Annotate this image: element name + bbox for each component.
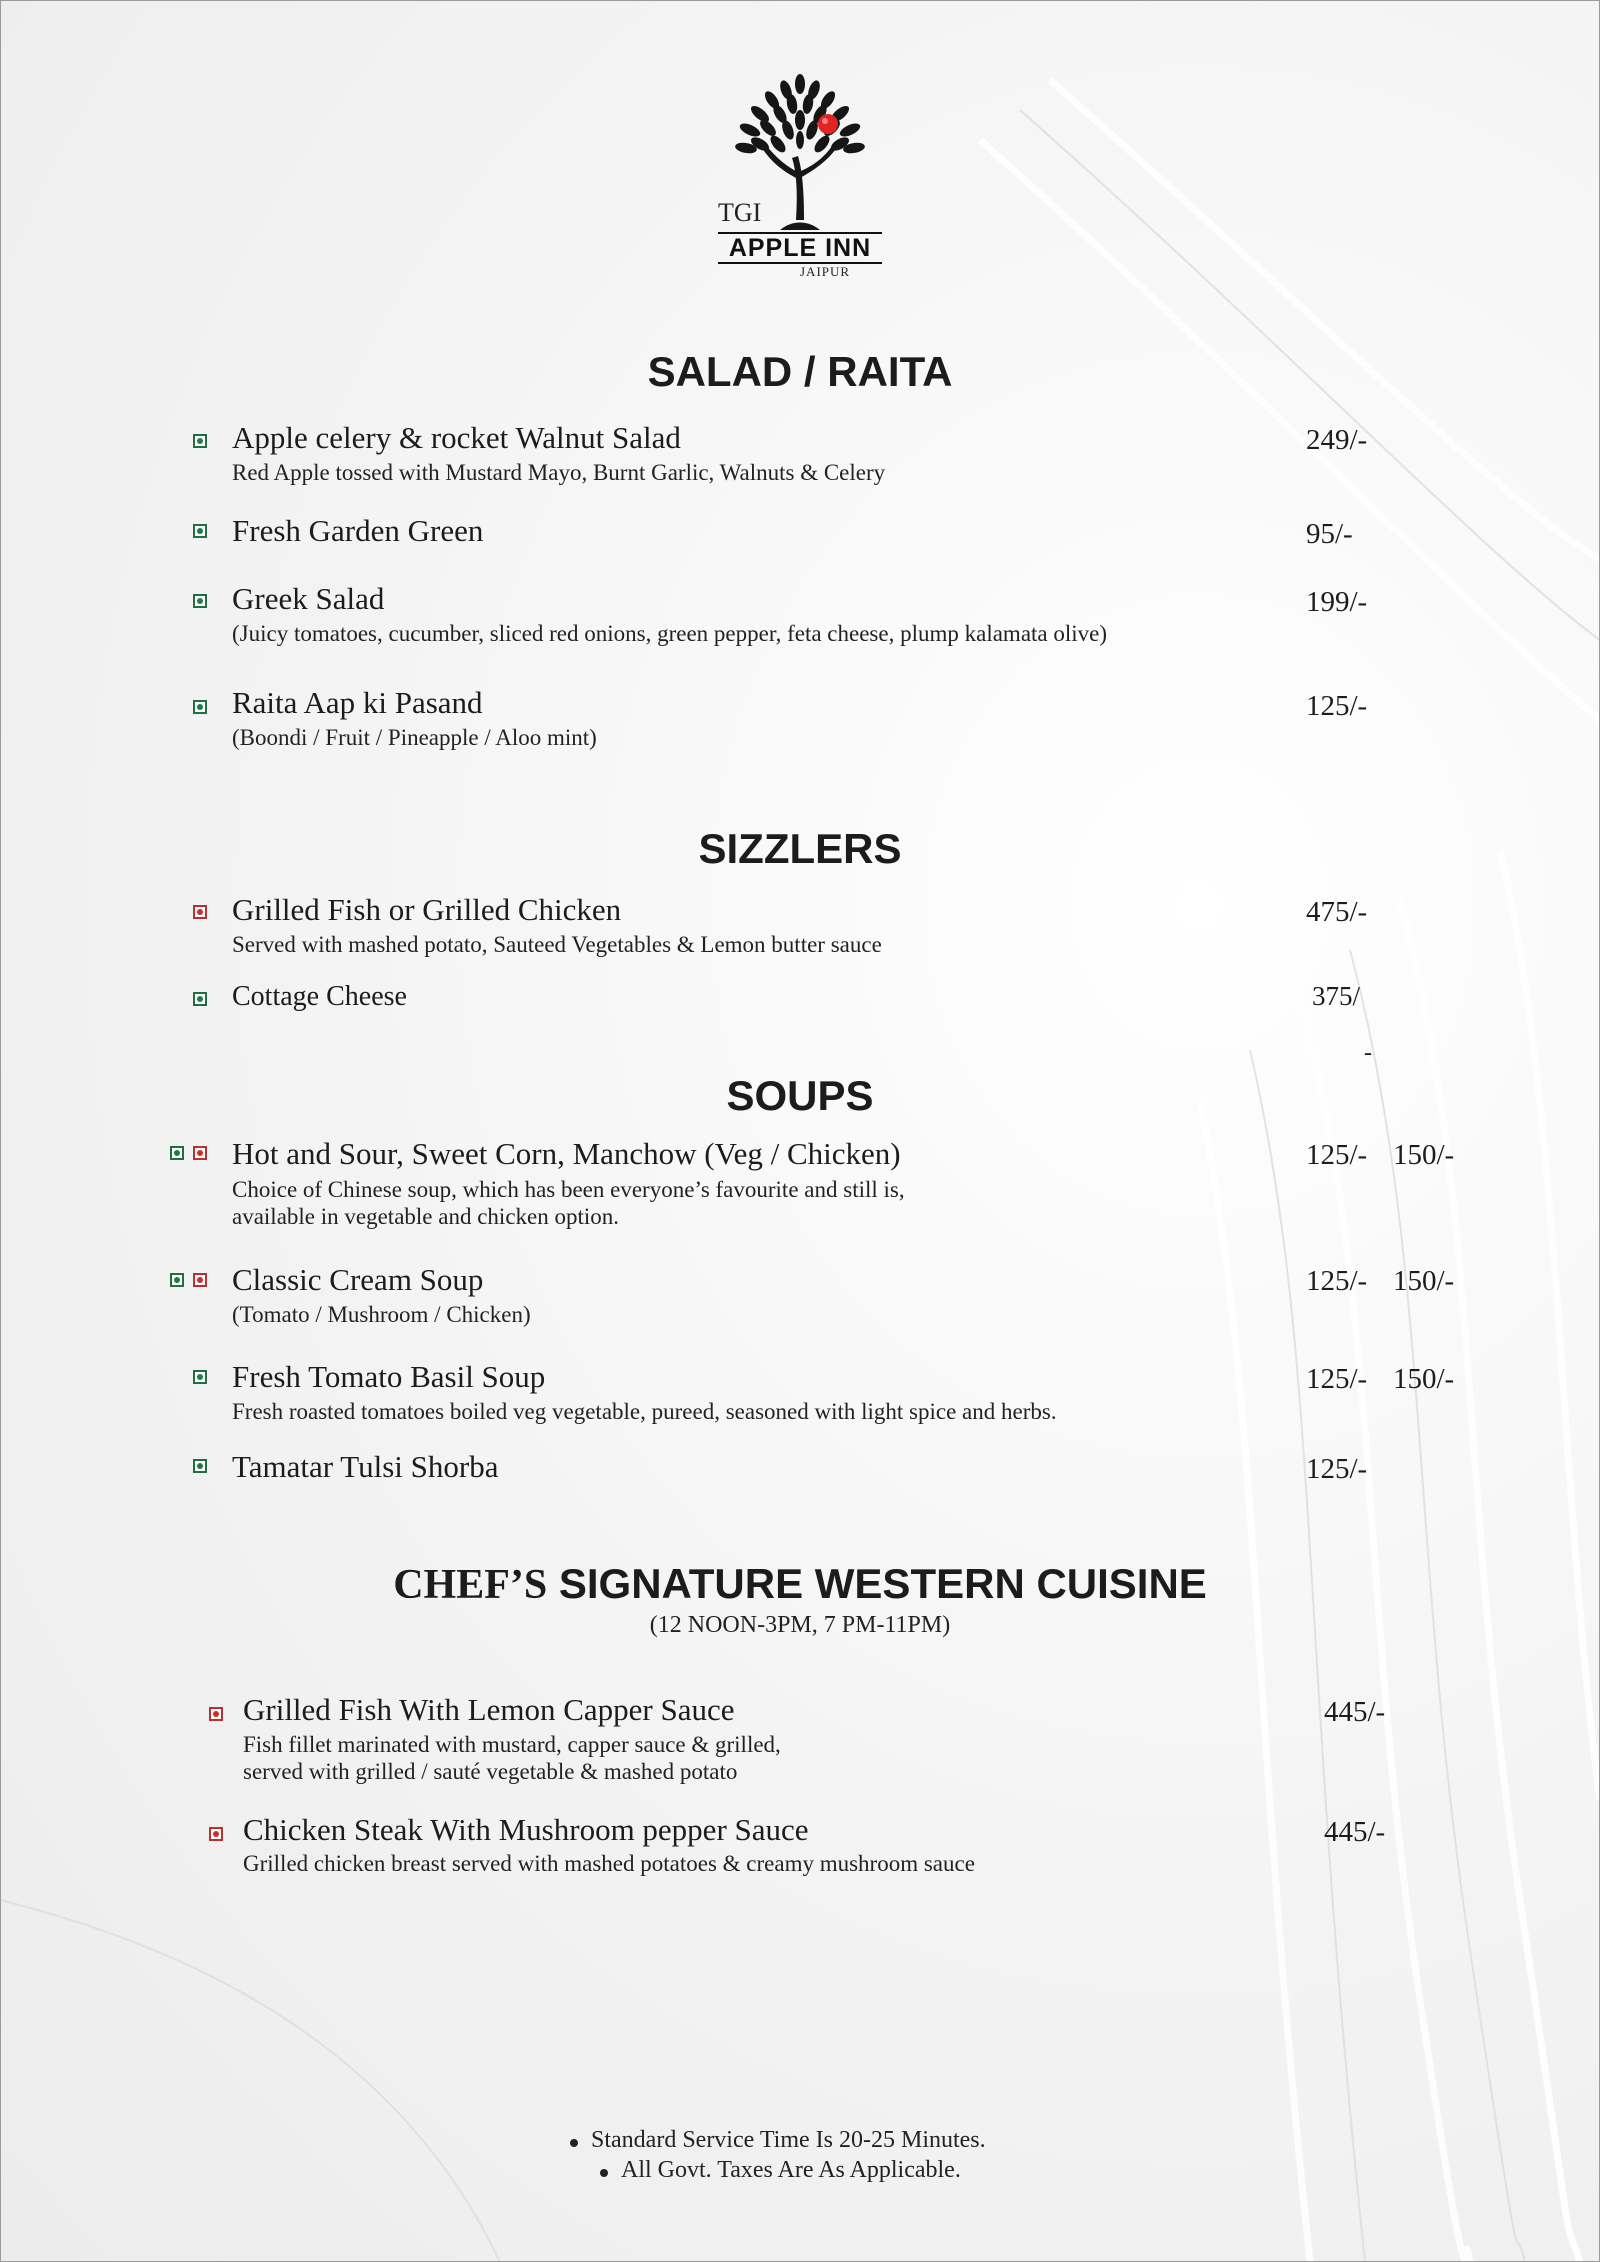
item-price: 125/- [1306,690,1368,722]
item-price: 445/- [1324,1816,1386,1848]
item-price: 125/- [1306,1453,1368,1485]
logo-tgi: TGI [718,198,762,227]
section-title-western [0,1560,1600,1609]
veg-icon [170,1146,184,1160]
note-taxes: All Govt. Taxes Are As Applicable. [621,2157,961,2183]
item-price: 249/- [1306,424,1368,456]
item-price: 475/- [1306,896,1368,928]
veg-icon [193,1370,207,1384]
item-name: Grilled Fish With Lemon Capper Sauce [243,1692,735,1727]
non-veg-icon [193,1273,207,1287]
item-desc: Grilled chicken breast served with mashed potatoes & creamy mushroom sauce [243,1851,975,1876]
logo-brand: APPLE INN [718,232,882,264]
item-price-veg: 125/- [1306,1265,1368,1297]
item-price: 375/ [1312,981,1361,1011]
bullet-icon [570,2139,578,2147]
item-price-nonveg: 150/- [1393,1139,1455,1171]
veg-icon [193,700,207,714]
veg-icon [193,1459,207,1473]
veg-icon [193,524,207,538]
item-name: Fresh Tomato Basil Soup [232,1359,546,1394]
section-title-western-rest: SIGNATURE WESTERN CUISINE [547,1560,1207,1607]
item-price-nonveg: 150/- [1393,1363,1455,1395]
item-name: Grilled Fish or Grilled Chicken [232,892,622,927]
section-subtitle-western: (12 NOON-3PM, 7 PM-11PM) [649,1612,951,1638]
section-title-salad: SALAD / RAITA [647,348,953,395]
non-veg-icon [193,905,207,919]
non-veg-icon [209,1707,223,1721]
item-desc: available in vegetable and chicken option. [232,1204,620,1229]
item-name: Fresh Garden Green [232,513,484,548]
item-price: 199/- [1306,586,1368,618]
item-name: Apple celery & rocket Walnut Salad [232,420,681,455]
veg-icon [193,434,207,448]
item-name: Tamatar Tulsi Shorba [232,1449,499,1484]
item-desc: Choice of Chinese soup, which has been everyone’s favourite and still is, [232,1177,905,1202]
item-name: Hot and Sour, Sweet Corn, Manchow (Veg / Chicken) [232,1136,901,1171]
item-desc: (Tomato / Mushroom / Chicken) [232,1302,531,1327]
note-service-time: Standard Service Time Is 20-25 Minutes. [591,2127,986,2153]
section-title-soups: SOUPS [726,1072,874,1119]
section-title-sizzlers: SIZZLERS [698,825,902,872]
item-price-continuation: - [1364,1040,1372,1066]
item-price-nonveg: 150/- [1393,1265,1455,1297]
item-name: Chicken Steak With Mushroom pepper Sauce [243,1812,809,1847]
section-title-western-prefix: CHEF’S [393,1562,548,1608]
veg-icon [193,992,207,1006]
item-name: Cottage Cheese [232,981,407,1012]
item-desc: served with grilled / sauté vegetable & mashed potato [243,1759,738,1784]
logo-city: JAIPUR [800,264,851,279]
bullet-icon [600,2169,608,2177]
item-name: Classic Cream Soup [232,1262,484,1297]
item-price: 95/- [1306,518,1353,550]
item-desc: Red Apple tossed with Mustard Mayo, Burnt Garlic, Walnuts & Celery [232,460,886,485]
item-price-veg: 125/- [1306,1139,1368,1171]
veg-icon [170,1273,184,1287]
item-name: Greek Salad [232,581,385,616]
item-price-veg: 125/- [1306,1363,1368,1395]
item-desc: (Boondi / Fruit / Pineapple / Aloo mint) [232,725,597,750]
item-desc: Served with mashed potato, Sauteed Vegetables & Lemon butter sauce [232,932,882,957]
veg-icon [193,594,207,608]
item-price: 445/- [1324,1696,1386,1728]
non-veg-icon [209,1827,223,1841]
item-desc: Fresh roasted tomatoes boiled veg vegetable, pureed, seasoned with light spice and herbs. [232,1399,1057,1424]
item-desc: Fish fillet marinated with mustard, capper sauce & grilled, [243,1732,781,1757]
non-veg-icon [193,1146,207,1160]
item-desc: (Juicy tomatoes, cucumber, sliced red onions, green pepper, feta cheese, plump kalamata olive) [232,621,1108,646]
item-name: Raita Aap ki Pasand [232,685,483,720]
